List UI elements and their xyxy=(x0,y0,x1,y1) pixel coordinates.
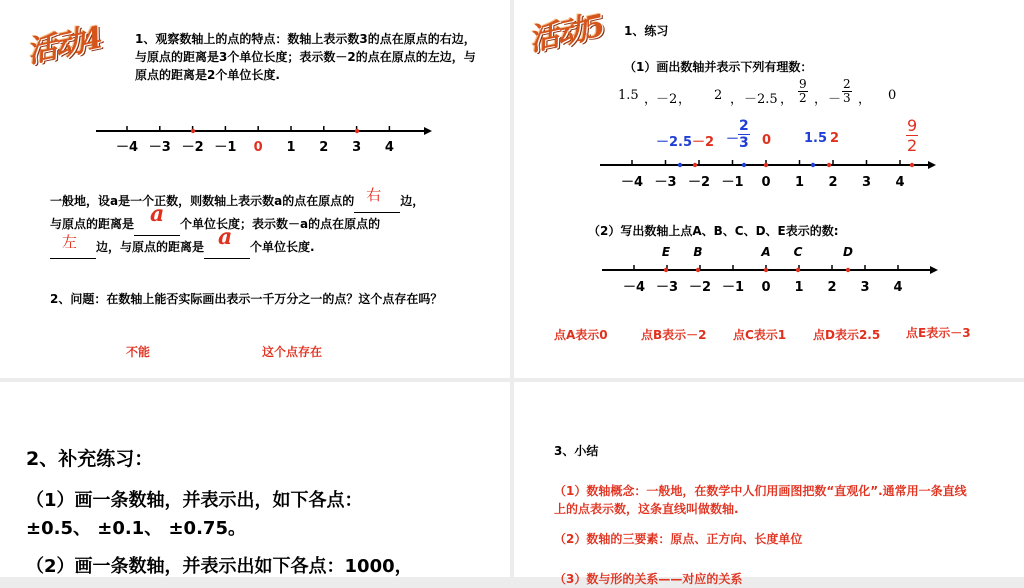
point-letter: D xyxy=(843,245,853,259)
slide-supplementary-exercise[interactable] xyxy=(0,382,510,577)
point-A xyxy=(764,268,768,272)
axis-tick-label: 4 xyxy=(895,175,905,190)
activity-badge: 活动4 xyxy=(23,20,105,71)
answer-A: 点A表示0 xyxy=(554,328,608,342)
point-1-5 xyxy=(811,163,815,167)
point-D xyxy=(846,268,850,272)
answer-right: 右 xyxy=(366,186,382,204)
summary-point-1: （1）数轴概念：一般地，在数学中人们用画图把数“直观化”.通常用一条直线上的点表示数，这条直线叫做数轴. xyxy=(554,484,967,516)
summary-heading: 3、小结 xyxy=(554,444,599,458)
axis-arrow xyxy=(424,127,432,135)
axis-tick-label: 2 xyxy=(827,280,837,295)
fraction-9-2: $\frac{9}{2}$ xyxy=(799,77,807,105)
number-line-2 xyxy=(514,156,1024,196)
axis-tick-label: 3 xyxy=(352,140,362,155)
point-E xyxy=(664,268,668,272)
slide-activity-4[interactable] xyxy=(0,0,510,378)
axis-tick-label: 0 xyxy=(761,280,771,295)
axis-tick-label: －1 xyxy=(721,280,745,295)
summary-point-3: （3）数与形的关系——对应的关系 xyxy=(554,572,743,586)
answer-B: 点B表示－2 xyxy=(641,328,707,342)
point-letter: C xyxy=(793,245,803,259)
exercise-heading: 1、练习 xyxy=(624,24,669,38)
general-statement: 一般地，设a是一个正数，则数轴上表示数a的点在原点的 右 边， 与原点的距离是 a 个单位长度；表示数－a的点在原点的 左 边，与原点的距离是 a 个单位长度. xyxy=(50,190,490,259)
axis-arrow xyxy=(928,161,936,169)
axis-tick-label: 2 xyxy=(319,140,329,155)
answer-cannot: 不能 xyxy=(126,345,151,359)
axis-tick-label: －1 xyxy=(721,175,744,190)
axis-arrow xyxy=(930,266,938,274)
axis-tick-label: 0 xyxy=(253,140,263,155)
axis-tick-label: －2 xyxy=(181,140,204,155)
point-letter: E xyxy=(661,245,671,259)
label-2: 2 xyxy=(830,131,840,146)
axis-tick-label: 0 xyxy=(761,175,771,190)
axis-tick-label: 3 xyxy=(860,280,870,295)
rational-list: 1.5 ， －2 ， 2 ， －2.5 ， $\frac{9}{2}$ ， － $\frac{2}{3}$ ， 0 xyxy=(618,77,897,107)
axis-tick-label: 4 xyxy=(384,140,394,155)
supplement-line1: （1）画一条数轴，并表示出，如下各点： xyxy=(26,490,363,511)
answer-E: 点E表示－3 xyxy=(906,326,971,340)
supplement-title: 2、补充练习： xyxy=(26,448,154,470)
fraction-2-3: $\frac{2}{3}$ xyxy=(843,77,851,105)
answer-left: 左 xyxy=(62,233,78,251)
point-3 xyxy=(355,129,359,133)
answer-a-1: a xyxy=(150,201,165,227)
point-9-2 xyxy=(910,163,914,167)
point-minus-2-5 xyxy=(678,163,682,167)
summary-point-2: （2）数轴的三要素：原点、正方向、长度单位 xyxy=(554,532,803,546)
answer-C: 点C表示1 xyxy=(733,328,787,342)
axis-tick-label: 4 xyxy=(893,280,903,295)
answer-a-2: a xyxy=(218,224,233,250)
answer-D: 点D表示2.5 xyxy=(813,328,881,342)
label-zero: 0 xyxy=(762,133,772,148)
axis-tick-label: 1 xyxy=(794,280,804,295)
axis-tick-label: －4 xyxy=(115,140,139,155)
point-minus-2 xyxy=(191,129,195,133)
exercise-sub2: （2）写出数轴上点A、B、C、D、E表示的数: xyxy=(588,224,839,238)
point-minus-2-3 xyxy=(742,163,746,167)
number-line-1 xyxy=(0,118,510,162)
axis-tick-label: 1 xyxy=(794,175,805,190)
answer-exists: 这个点存在 xyxy=(262,345,323,359)
label-minus-2-5: －2.5 xyxy=(656,135,693,150)
axis-tick-label: －2 xyxy=(687,175,711,190)
point-minus-2 xyxy=(693,163,697,167)
axis-tick-label: －3 xyxy=(148,140,171,155)
point-zero xyxy=(764,163,768,167)
label-minus-2: －2 xyxy=(692,135,715,150)
intro-text: 1、观察数轴上的点的特点：数轴上表示数3的点在原点的右边，与原点的距离是3个单位长度；表示数－2的点在原点的左边，与原点的距离是2个单位长度. xyxy=(135,32,476,82)
axis-tick-label: －3 xyxy=(655,280,679,295)
slide-activity-5[interactable]: 活动5 1、练习 （1）画出数轴并表示下列有理数： 1.5 ， －2 ， 2 ， －2.5 ， $\frac{9}{2}$ ， － $\frac{2}{3}$ ， 0 －2.5 －2 － $\frac{2}{3}$ 0 1.5 2 $\frac{9}{2}$ －4 －3 －2 －1 0 1 2 3 4 （2）写出数轴上点A、B、C、D、E表示的数: E B A C D －4 －3 －2 －1 0 1 2 3 4 点A表示0 点B表示－2 点C表示1 点D表示2.5 点E表示－3 xyxy=(514,0,1024,378)
supplement-line2: ±0.5、 ±0.1、 ±0.75。 xyxy=(26,518,246,539)
label-1-5: 1.5 xyxy=(804,131,828,146)
question-text: 2、问题：在数轴上能否实际画出表示一千万分之一的点？这个点存在吗？ xyxy=(50,292,443,306)
label-minus-2-3: $\frac{2}{3}$ xyxy=(739,118,749,151)
point-2 xyxy=(827,163,831,167)
axis-tick-label: －4 xyxy=(622,280,646,295)
axis-tick-label: 2 xyxy=(828,175,838,190)
axis-tick-label: 1 xyxy=(286,140,296,155)
axis-tick-label: 3 xyxy=(861,175,872,190)
axis-tick-label: －2 xyxy=(688,280,712,295)
supplement-line3: （2）画一条数轴，并表示出如下各点：1000， xyxy=(26,556,413,577)
axis-tick-label: －4 xyxy=(620,175,644,190)
point-letter: B xyxy=(693,245,703,259)
point-B xyxy=(696,268,700,272)
axis-tick-label: －1 xyxy=(214,140,237,155)
axis-tick-label: －3 xyxy=(654,175,677,190)
exercise-sub1: （1）画出数轴并表示下列有理数： xyxy=(624,60,813,74)
label-9-2: $\frac{9}{2}$ xyxy=(907,116,918,155)
point-C xyxy=(796,268,800,272)
number-line-3 xyxy=(514,244,1024,298)
point-letter: A xyxy=(761,245,771,259)
slide-summary[interactable] xyxy=(514,382,1024,586)
activity-badge: 活动5 xyxy=(525,8,607,59)
